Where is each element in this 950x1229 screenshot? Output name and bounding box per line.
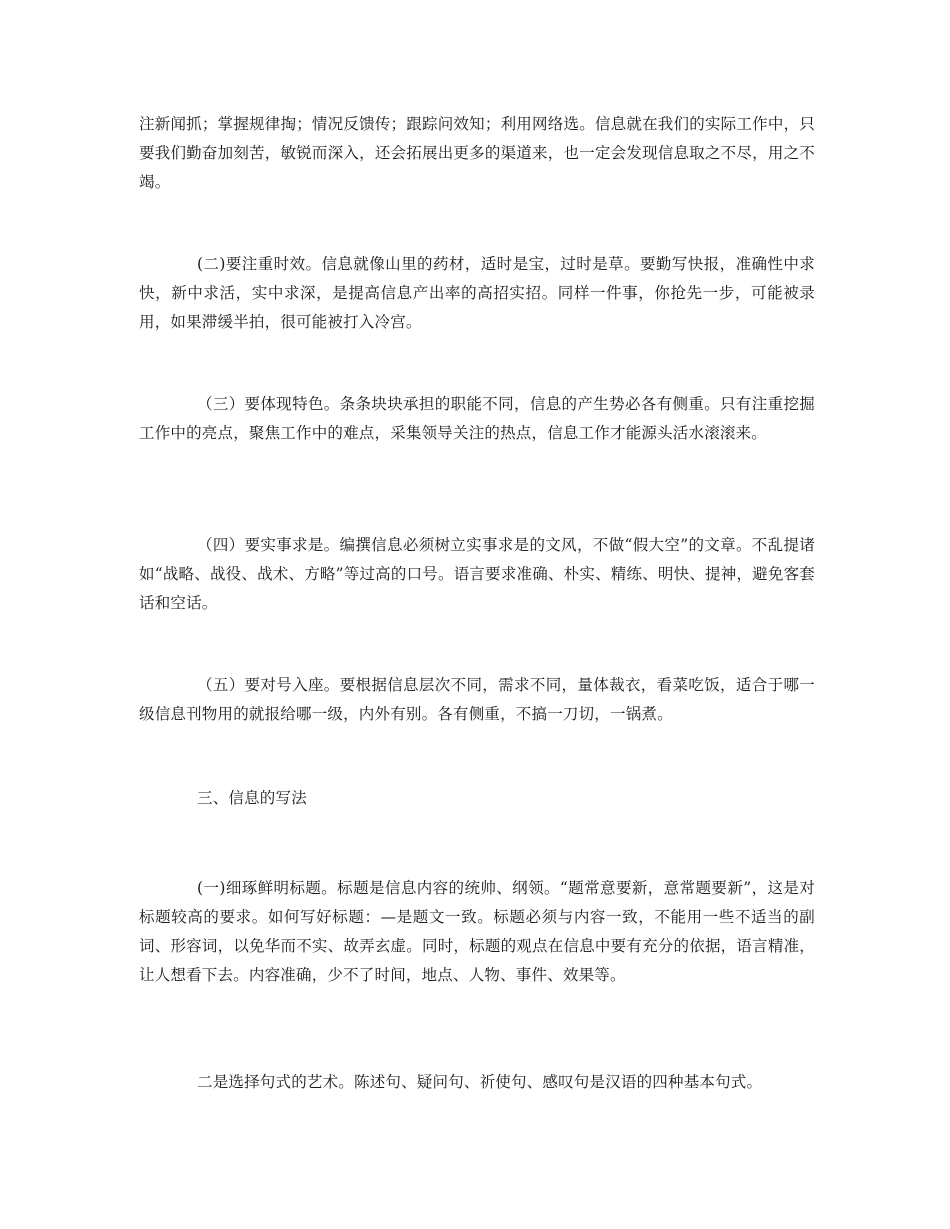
paragraph-title-crafting: (一)细琢鲜明标题。标题是信息内容的统帅、纲领。“题常意要新，意常题要新”，这是对标题较高的要求。如何写好标题：—是题文一致。标题必须与内容一致，不能用一些不适当的副词、形容词，以免华而不实、故弄玄虚。同时，标题的观点在信息中要有充分的依据，语言精准，让人想看下去。内容准确，少不了时间，地点、人物、事件、效果等。 (139, 879, 815, 984)
paragraph-info-sources-continued: 注新闻抓；掌握规律掏；情况反馈传；跟踪问效知；利用网络选。信息就在我们的实际工作中，只要我们勤奋加刻苦，敏锐而深入，还会拓展出更多的渠道来，也一定会发现信息取之不尽，用之不竭。 (139, 115, 815, 191)
paragraph-sentence-patterns: 二是选择句式的艺术。陈述句、疑问句、祈使句、感叹句是汉语的四种基本句式。 (197, 1073, 763, 1091)
paragraph-characteristics: （三）要体现特色。条条块块承担的职能不同，信息的产生势必各有侧重。只有注重挖掘工作中的亮点，聚焦工作中的难点，采集领导关注的热点，信息工作才能源头活水滚滚来。 (139, 395, 815, 442)
paragraph-targeting: （五）要对号入座。要根据信息层次不同，需求不同，量体裁衣，看菜吃饭，适合于哪一级信息刊物用的就报给哪一级，内外有别。各有侧重，不搞一刀切，一锅煮。 (139, 676, 815, 723)
paragraph-truthfulness: （四）要实事求是。编撰信息必须树立实事求是的文风，不做“假大空”的文章。不乱提诸如“战略、战役、战术、方略”等过高的口号。语言要求准确、朴实、精练、明快、提神，避免客套话和空话。 (139, 536, 815, 612)
section-heading-writing-method: 三、信息的写法 (197, 789, 307, 807)
paragraph-timeliness: (二)要注重时效。信息就像山里的药材，适时是宝，过时是草。要勤写快报，准确性中求快，新中求活，实中求深，是提高信息产出率的高招实招。同样一件事，你抢先一步，可能被录用，如果滞缓半拍，很可能被打入冷宫。 (139, 255, 815, 331)
